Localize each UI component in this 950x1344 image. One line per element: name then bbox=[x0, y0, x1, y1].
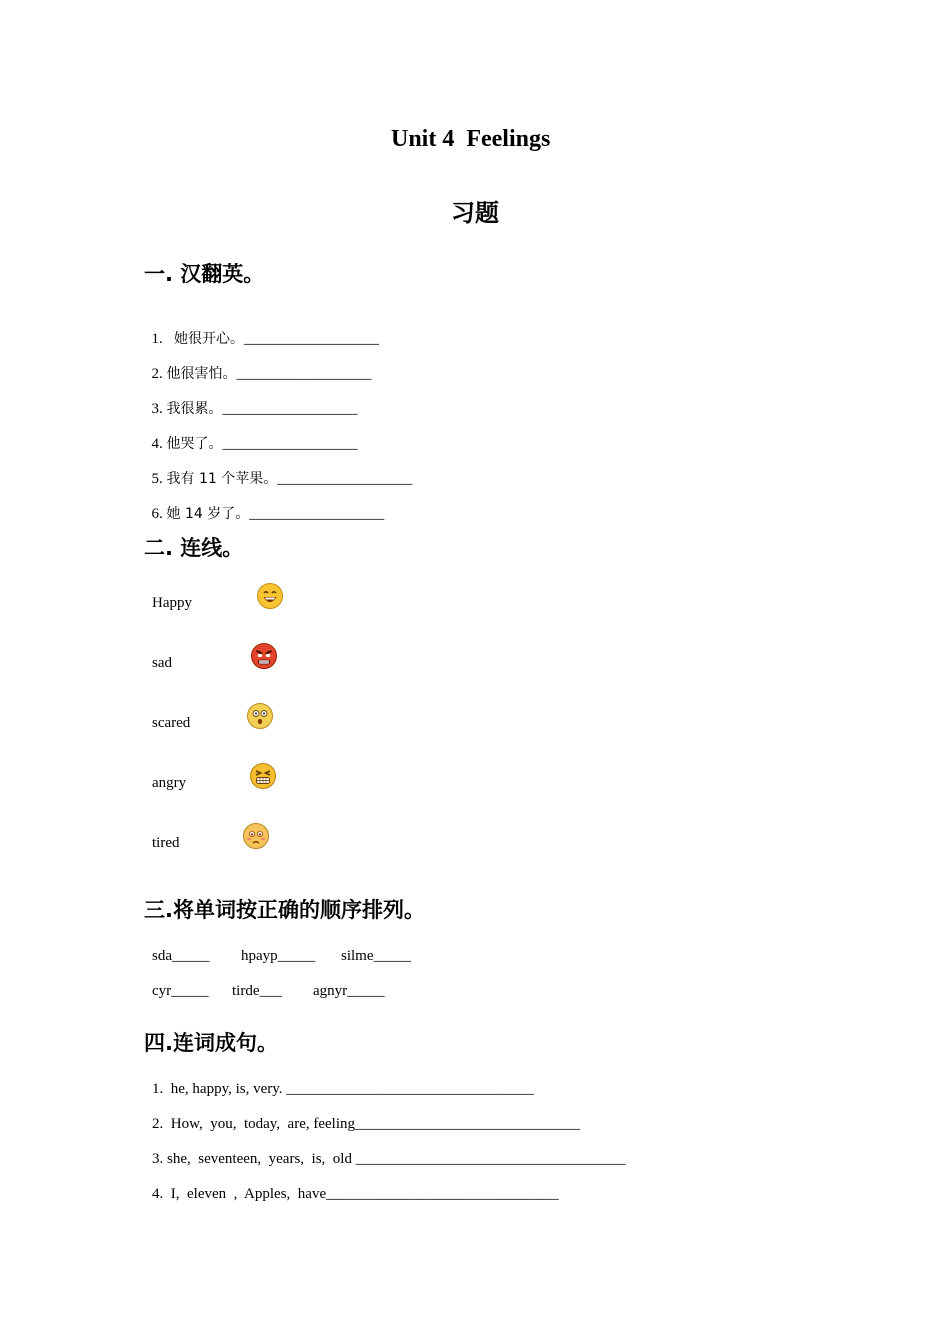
item-number: 6. bbox=[151, 506, 167, 522]
match-word-angry[interactable]: angry bbox=[152, 775, 187, 791]
scrambled-word[interactable]: silme_____ bbox=[341, 948, 411, 964]
item-number: 1. bbox=[151, 331, 174, 347]
match-word-happy[interactable]: Happy bbox=[152, 595, 192, 611]
match-word-sad[interactable]: sad bbox=[152, 655, 172, 671]
item-number: 3. bbox=[151, 401, 167, 417]
section-1-heading: 一. 汉翻英。 bbox=[144, 262, 265, 286]
scrambled-word[interactable]: hpayp_____ bbox=[241, 948, 316, 964]
section-3-heading: 三.将单词按正确的顺序排列。 bbox=[144, 898, 425, 922]
translation-item bbox=[144, 486, 384, 523]
item-chinese: 他很害怕。 bbox=[166, 366, 237, 382]
answer-blank[interactable]: __________________ bbox=[222, 436, 358, 452]
translation-item bbox=[144, 416, 358, 453]
scrambled-word[interactable]: tirde___ bbox=[232, 983, 282, 999]
answer-blank[interactable]: __________________ bbox=[277, 471, 413, 487]
item-chinese: 她很开心。 bbox=[174, 331, 244, 347]
section-4-heading: 四.连词成句。 bbox=[144, 1031, 278, 1055]
translation-item bbox=[144, 381, 358, 418]
item-chinese: 我有 11 个苹果。 bbox=[166, 471, 278, 487]
item-chinese: 我很累。 bbox=[166, 401, 223, 417]
translation-item bbox=[144, 346, 372, 383]
translation-item bbox=[144, 311, 379, 348]
item-chinese: 她 14 岁了。 bbox=[166, 506, 250, 522]
item-number: 5. bbox=[151, 471, 167, 487]
sentence-item[interactable]: 1. he, happy, is, very. _________________________________ bbox=[152, 1081, 534, 1097]
grimacing-face-icon[interactable] bbox=[249, 762, 277, 790]
translation-item bbox=[144, 451, 412, 488]
item-number: 2. bbox=[151, 366, 167, 382]
page-subtitle: 习题 bbox=[451, 199, 499, 227]
sentence-item[interactable]: 3. she, seventeen, years, is, old ____________________________________ bbox=[152, 1151, 626, 1167]
page-title: Unit 4 Feelings bbox=[391, 126, 551, 152]
match-word-scared[interactable]: scared bbox=[152, 715, 191, 731]
answer-blank[interactable]: __________________ bbox=[249, 506, 385, 522]
answer-blank[interactable]: __________________ bbox=[244, 331, 379, 347]
answer-blank[interactable]: __________________ bbox=[222, 401, 358, 417]
scrambled-word[interactable]: cyr_____ bbox=[152, 983, 209, 999]
sentence-item[interactable]: 4. I, eleven , Apples, have_______________________________ bbox=[152, 1186, 559, 1202]
section-2-heading: 二. 连线。 bbox=[144, 536, 244, 560]
crying-face-icon[interactable] bbox=[242, 822, 270, 850]
surprised-face-icon[interactable] bbox=[246, 702, 274, 730]
sentence-item[interactable]: 2. How, you, today, are, feeling______________________________ bbox=[152, 1116, 580, 1132]
item-number: 4. bbox=[151, 436, 167, 452]
scrambled-word[interactable]: sda_____ bbox=[152, 948, 210, 964]
angry-red-face-icon[interactable] bbox=[250, 642, 278, 670]
laughing-face-icon[interactable] bbox=[256, 582, 284, 610]
scrambled-word[interactable]: agnyr_____ bbox=[313, 983, 385, 999]
answer-blank[interactable]: __________________ bbox=[236, 366, 372, 382]
match-word-tired[interactable]: tired bbox=[152, 835, 180, 851]
item-chinese: 他哭了。 bbox=[166, 436, 223, 452]
